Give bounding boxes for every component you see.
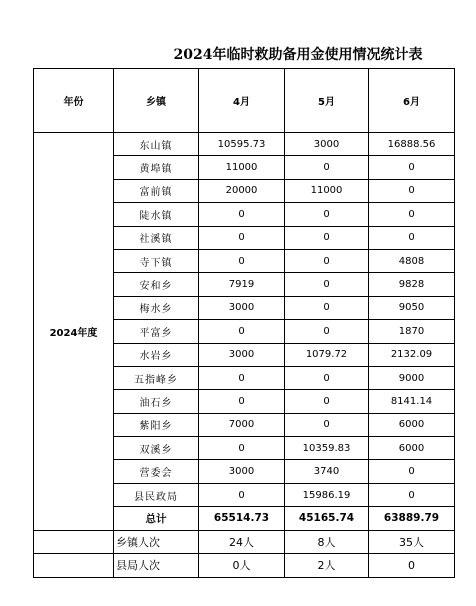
may-cell: 0 (285, 249, 369, 272)
header-town: 乡镇 (114, 69, 199, 133)
may-cell: 0 (285, 390, 369, 413)
may-cell: 0 (285, 366, 369, 389)
april-cell: 11000 (199, 156, 285, 179)
count-row (34, 554, 455, 578)
count-april: 0人 (199, 554, 285, 578)
april-cell: 0 (199, 366, 285, 389)
town-cell: 富前镇 (114, 179, 199, 202)
may-cell: 3740 (285, 460, 369, 483)
total-june: 63889.79 (369, 507, 455, 530)
june-cell: 16888.56 (369, 133, 455, 156)
total-may: 45165.74 (285, 507, 369, 530)
june-cell: 6000 (369, 413, 455, 436)
may-cell: 0 (285, 203, 369, 226)
blank-cell (34, 530, 114, 554)
count-june: 35人 (369, 530, 455, 554)
town-cell: 水岩乡 (114, 343, 199, 366)
june-cell: 9050 (369, 296, 455, 319)
may-cell: 0 (285, 156, 369, 179)
header-row (34, 69, 455, 133)
june-cell: 0 (369, 460, 455, 483)
april-cell: 10595.73 (199, 133, 285, 156)
april-cell: 0 (199, 437, 285, 460)
may-cell: 10359.83 (285, 437, 369, 460)
april-cell: 0 (199, 249, 285, 272)
header-april: 4月 (199, 69, 285, 133)
june-cell: 6000 (369, 437, 455, 460)
may-cell: 0 (285, 226, 369, 249)
april-cell: 20000 (199, 179, 285, 202)
town-cell: 安和乡 (114, 273, 199, 296)
april-cell: 3000 (199, 343, 285, 366)
town-cell: 社溪镇 (114, 226, 199, 249)
may-cell: 0 (285, 320, 369, 343)
total-label: 总计 (114, 507, 199, 530)
june-cell: 0 (369, 156, 455, 179)
town-cell: 营委会 (114, 460, 199, 483)
april-cell: 3000 (199, 296, 285, 319)
april-cell: 0 (199, 390, 285, 413)
may-cell: 15986.19 (285, 483, 369, 506)
april-cell: 0 (199, 226, 285, 249)
table-row (34, 133, 455, 156)
town-cell: 东山镇 (114, 133, 199, 156)
june-cell: 0 (369, 179, 455, 202)
total-april: 65514.73 (199, 507, 285, 530)
june-cell: 9000 (369, 366, 455, 389)
count-april: 24人 (199, 530, 285, 554)
june-cell: 0 (369, 203, 455, 226)
count-label: 县局人次 (114, 554, 199, 578)
town-cell: 双溪乡 (114, 437, 199, 460)
june-cell: 8141.14 (369, 390, 455, 413)
count-label: 乡镇人次 (114, 530, 199, 554)
june-cell: 2132.09 (369, 343, 455, 366)
may-cell: 1079.72 (285, 343, 369, 366)
page-title: 2024年临时救助备用金使用情况统计表 (173, 47, 423, 63)
count-row (34, 530, 455, 554)
town-cell: 平富乡 (114, 320, 199, 343)
april-cell: 3000 (199, 460, 285, 483)
count-may: 2人 (285, 554, 369, 578)
june-cell: 1870 (369, 320, 455, 343)
year-cell: 2024年度 (34, 133, 114, 531)
town-cell: 县民政局 (114, 483, 199, 506)
town-cell: 油石乡 (114, 390, 199, 413)
may-cell: 3000 (285, 133, 369, 156)
header-june: 6月 (369, 69, 455, 133)
may-cell: 0 (285, 273, 369, 296)
count-may: 8人 (285, 530, 369, 554)
town-cell: 陡水镇 (114, 203, 199, 226)
header-may: 5月 (285, 69, 369, 133)
june-cell: 0 (369, 226, 455, 249)
town-cell: 寺下镇 (114, 249, 199, 272)
may-cell: 0 (285, 413, 369, 436)
header-year: 年份 (34, 69, 114, 133)
may-cell: 11000 (285, 179, 369, 202)
june-cell: 9828 (369, 273, 455, 296)
june-cell: 0 (369, 483, 455, 506)
april-cell: 0 (199, 203, 285, 226)
statistics-table (33, 68, 455, 578)
town-cell: 紫阳乡 (114, 413, 199, 436)
april-cell: 0 (199, 483, 285, 506)
april-cell: 7919 (199, 273, 285, 296)
may-cell: 0 (285, 296, 369, 319)
count-june: 0 (369, 554, 455, 578)
june-cell: 4808 (369, 249, 455, 272)
april-cell: 0 (199, 320, 285, 343)
town-cell: 黄埠镇 (114, 156, 199, 179)
town-cell: 五指峰乡 (114, 366, 199, 389)
blank-cell (34, 554, 114, 578)
april-cell: 7000 (199, 413, 285, 436)
town-cell: 梅水乡 (114, 296, 199, 319)
